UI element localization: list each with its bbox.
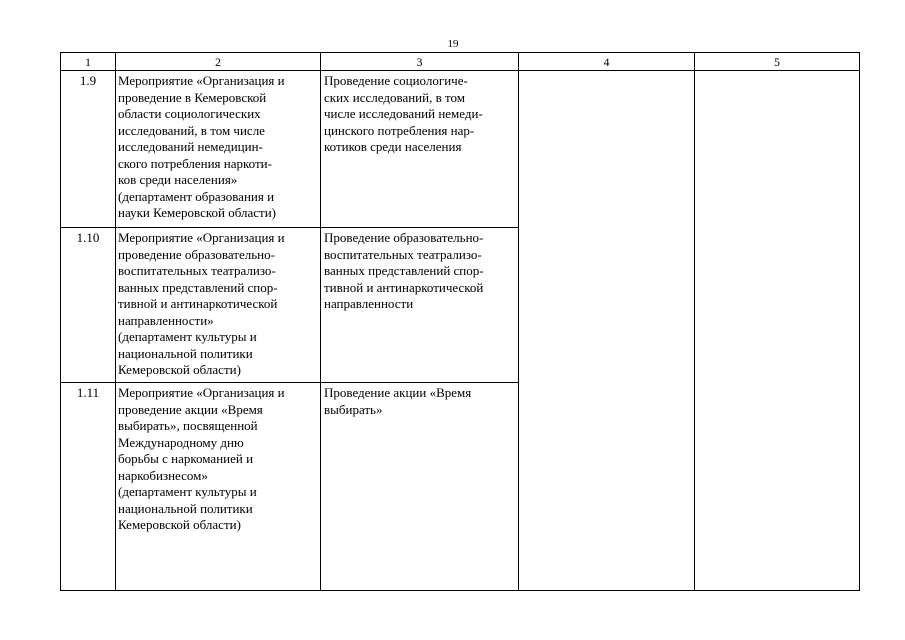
row-number: 1.9 xyxy=(79,73,97,88)
row-number: 1.11 xyxy=(76,385,100,400)
header-col-5: 5 xyxy=(774,55,780,69)
page-number: 19 xyxy=(447,38,459,50)
header-col-4: 4 xyxy=(603,55,610,69)
event-cell: Мероприятие «Организация и проведение акции «Время выбирать», посвященной Международному дню борьбы с наркоманией и наркобизнесом» (департамент культуры и национальной политики Кемеровской области) xyxy=(118,385,285,532)
row-number: 1.10 xyxy=(76,230,100,245)
column-divider xyxy=(115,53,116,590)
row-divider xyxy=(61,382,518,383)
column-divider xyxy=(694,53,695,590)
event-cell: Мероприятие «Организация и проведение образовательно- воспитательных театрализо- ванных представлений спор- тивной и антинаркотической направленности» (департамент культуры и национальной политики Кемеровской области) xyxy=(118,230,285,377)
header-col-3: 3 xyxy=(416,55,423,69)
activities-table xyxy=(60,52,860,591)
description-cell: Проведение социологиче- ских исследований, в том числе исследований немеди- цинского потребления нар- котиков среди населения xyxy=(324,73,483,154)
row-divider xyxy=(61,227,518,228)
header-col-2: 2 xyxy=(215,55,221,69)
header-col-1: 1 xyxy=(85,55,91,69)
column-divider xyxy=(320,53,321,590)
description-cell: Проведение образовательно- воспитательных театрализо- ванных представлений спор- тивной и антинаркотической направленности xyxy=(324,230,484,311)
description-cell: Проведение акции «Время выбирать» xyxy=(324,385,472,417)
event-cell: Мероприятие «Организация и проведение в Кемеровской области социологических исследований, в том числе исследований немедицин- ского потребления наркоти- ков среди населения» (департамент образования и науки Кемеровской области) xyxy=(118,73,285,220)
